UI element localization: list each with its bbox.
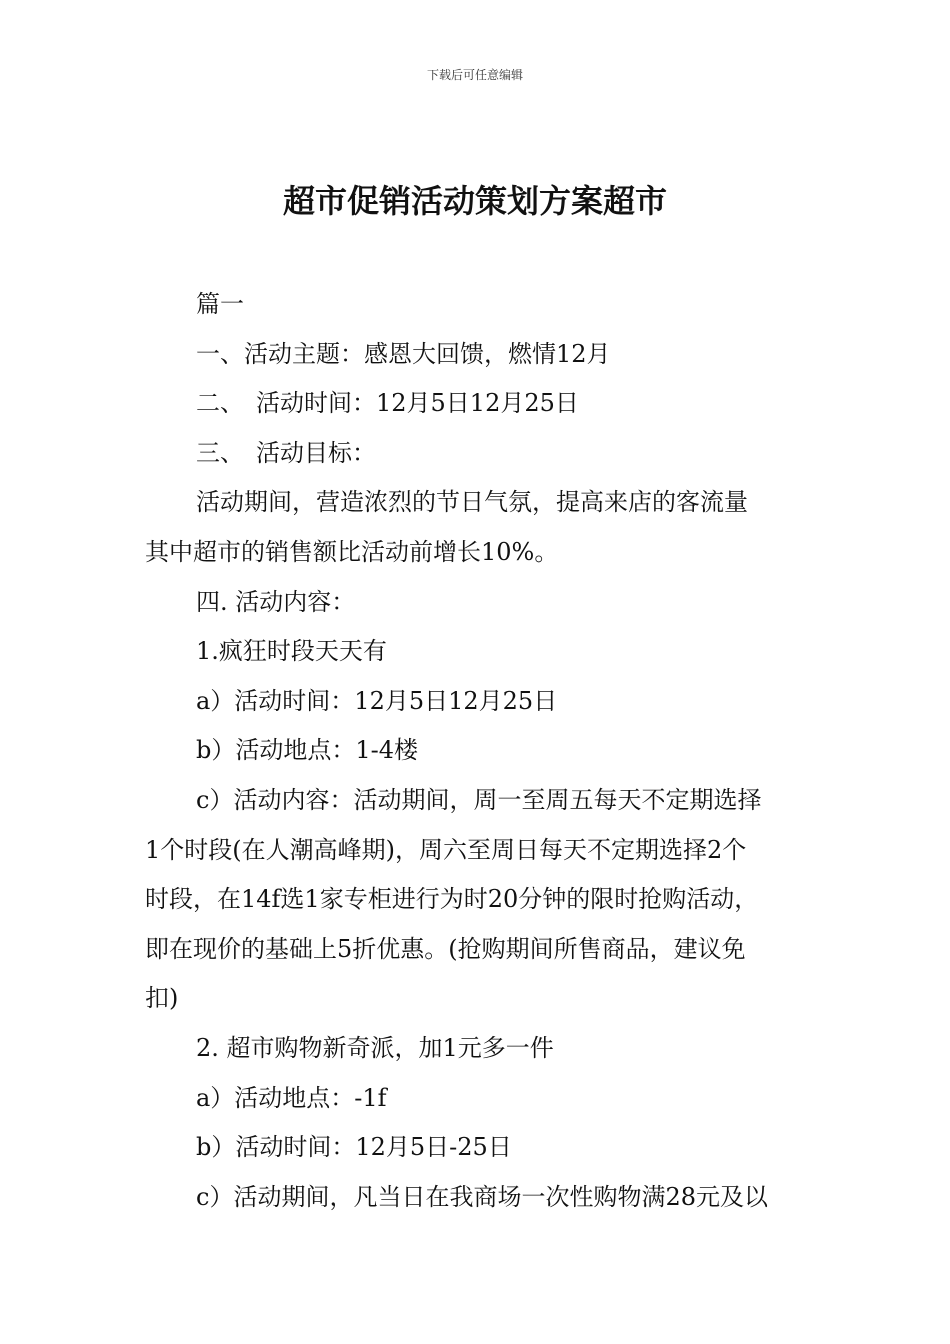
paragraph-line: 2. 超市购物新奇派，加1元多一件 [196,1033,554,1062]
paragraph-line: 1.疯狂时段天天有 [196,637,387,666]
paragraph-line: c）活动期间，凡当日在我商场一次性购物满28元及以 [196,1182,768,1211]
document-title: 超市促销活动策划方案超市 [282,182,667,220]
paragraph-line: 四. 活动内容： [196,587,356,616]
paragraph-line: a）活动时间：12月5日12月25日 [196,686,558,715]
paragraph-line: 三、 活动目标： [196,438,376,467]
paragraph-continuation-line: 扣) [145,984,179,1013]
paragraph-line: 活动期间，营造浓烈的节日气氛，提高来店的客流量 [196,488,748,517]
paragraph-continuation-line: 其中超市的销售额比活动前增长10%。 [145,537,559,566]
header-note: 下载后可任意编辑 [426,68,523,82]
paragraph-continuation-line: 时段，在14f选1家专柜进行为时20分钟的限时抢购活动， [145,885,759,914]
paragraph-line: 二、 活动时间：12月5日12月25日 [196,389,579,418]
paragraph-continuation-line: 1个时段(在人潮高峰期)，周六至周日每天不定期选择2个 [145,835,747,864]
paragraph-line: b）活动地点：1-4楼 [196,736,419,765]
paragraph-line: c）活动内容：活动期间，周一至周五每天不定期选择 [196,785,762,814]
paragraph-line: b）活动时间：12月5日-25日 [196,1133,512,1162]
paragraph-line: 一、活动主题：感恩大回馈，燃情12月 [196,339,611,368]
paragraph-line: a）活动地点：-1f [196,1083,387,1112]
document-body [145,280,815,1222]
paragraph-line: 篇一 [196,290,244,318]
paragraph-continuation-line: 即在现价的基础上5折优惠。(抢购期间所售商品，建议免 [145,934,746,963]
